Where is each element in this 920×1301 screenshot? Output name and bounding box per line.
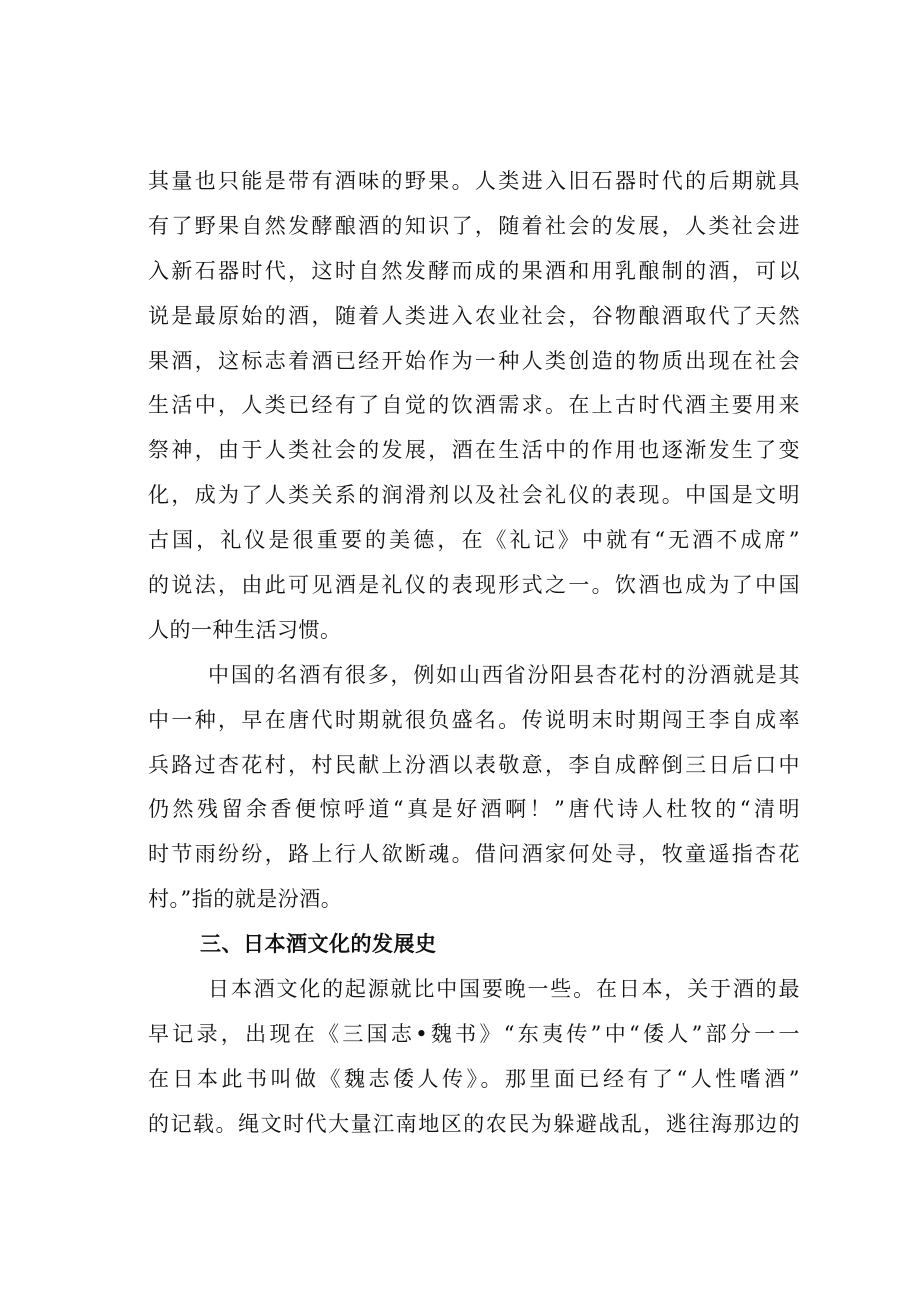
text-line: 中一种，早在唐代时期就很负盛名。传说明末时期闯王李自成率	[148, 707, 800, 732]
text-line: 古国，礼仪是很重要的美德，在《礼记》中就有“无酒不成席”	[148, 528, 800, 553]
text-line: 化，成为了人类关系的润滑剂以及社会礼仪的表现。中国是文明	[148, 483, 800, 508]
section-heading: 三、日本酒文化的发展史	[200, 932, 437, 957]
text-line: 早记录，出现在《三国志•魏书》“东夷传”中“倭人”部分一一	[148, 1021, 800, 1046]
paragraph	[148, 653, 800, 922]
text-line: 在日本此书叫做《魏志倭人传》。那里面已经有了“人性嗜酒”	[148, 1066, 800, 1091]
text-line: 生活中，人类已经有了自觉的饮酒需求。在上古时代酒主要用来	[148, 393, 800, 418]
text-line: 祭神，由于人类社会的发展，酒在生活中的作用也逐渐发生了变	[148, 438, 800, 463]
text-line: 村。”指的就是汾酒。	[148, 887, 343, 912]
text-line: 时节雨纷纷，路上行人欲断魂。借问酒家何处寻，牧童遥指杏花	[148, 842, 800, 867]
text-line: 说是最原始的酒，随着人类进入农业社会，谷物酿酒取代了天然	[148, 303, 800, 328]
text-line: 果酒，这标志着酒已经开始作为一种人类创造的物质出现在社会	[148, 348, 800, 373]
paragraph	[148, 967, 800, 1147]
text-line: 的记载。绳文时代大量江南地区的农民为躲避战乱，逃往海那边的	[148, 1111, 800, 1136]
text-line: 仍然残留余香便惊呼道“真是好酒啊！”唐代诗人杜牧的“清明	[148, 797, 800, 822]
text-line: 中国的名酒有很多，例如山西省汾阳县杏花村的汾酒就是其	[208, 662, 800, 687]
document-page	[148, 159, 800, 1147]
text-line: 其量也只能是带有酒味的野果。人类进入旧石器时代的后期就具	[148, 169, 800, 193]
text-line: 有了野果自然发酵酿酒的知识了，随着社会的发展，人类社会进	[148, 213, 800, 238]
text-line: 日本酒文化的起源就比中国要晚一些。在日本，关于酒的最	[208, 977, 800, 1002]
text-line: 人的一种生活习惯。	[148, 617, 342, 642]
text-line: 入新石器时代，这时自然发酵而成的果酒和用乳酿制的酒，可以	[148, 258, 800, 283]
paragraph	[148, 159, 800, 653]
text-line: 兵路过杏花村，村民献上汾酒以表敬意，李自成醉倒三日后口中	[148, 752, 800, 777]
text-line: 的说法，由此可见酒是礼仪的表现形式之一。饮酒也成为了中国	[148, 573, 800, 598]
